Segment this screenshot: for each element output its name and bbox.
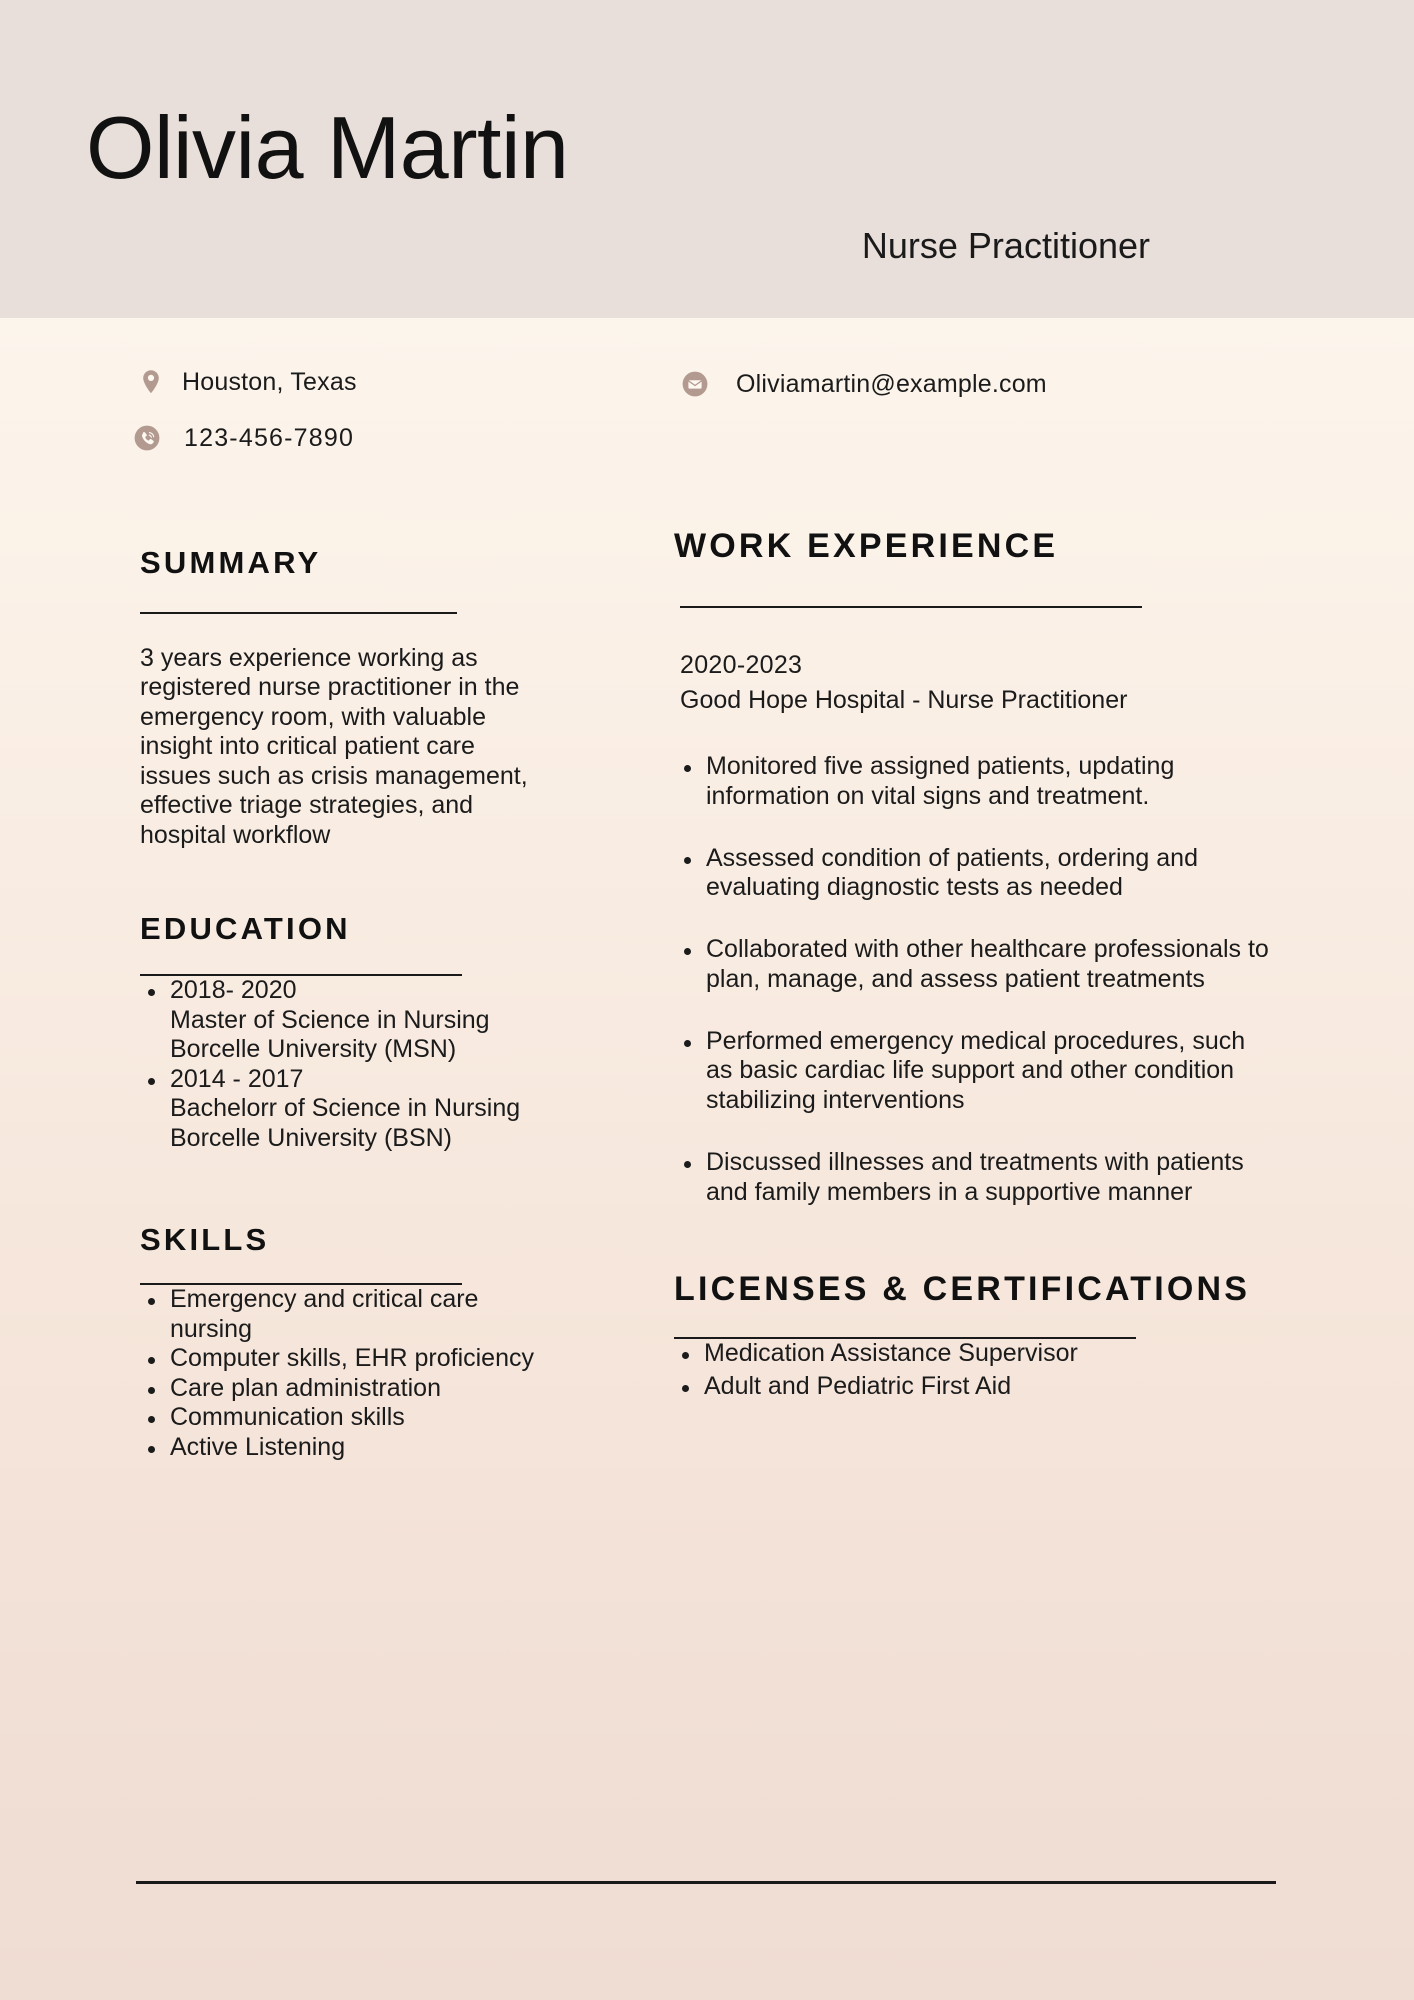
right-column: [674, 500, 1274, 1406]
education-school: Borcelle University (MSN): [170, 1035, 457, 1064]
education-degree: Bachelorr of Science in Nursing: [170, 1094, 521, 1123]
education-dates: 2018- 2020: [170, 976, 297, 1005]
list-item: Medication Assistance Supervisor: [674, 1339, 1274, 1369]
education-degree: Master of Science in Nursing: [170, 1005, 490, 1034]
contact-location[interactable]: [136, 367, 357, 397]
skills-list: [140, 1285, 560, 1462]
work-experience-section: [674, 528, 1274, 1207]
work-experience-list: [674, 752, 1274, 1207]
summary-heading: SUMMARY: [140, 544, 322, 580]
list-item: Discussed illnesses and treatments with patients and family members in a supportive manner: [674, 1148, 1274, 1208]
list-item: Monitored five assigned patients, updating information on vital signs and treatment.: [674, 752, 1274, 812]
contact-email[interactable]: [680, 369, 1047, 399]
envelope-icon: [680, 369, 710, 399]
skills-section: [140, 1223, 560, 1462]
contact-phone[interactable]: [132, 423, 354, 453]
summary-divider: [140, 612, 457, 614]
licenses-certifications-section: [674, 1271, 1274, 1402]
job-employer-role: Good Hope Hospital - Nurse Practitioner: [680, 685, 1128, 714]
skills-heading: SKILLS: [140, 1222, 270, 1258]
list-item: [140, 976, 560, 1065]
education-dates: 2014 - 2017: [170, 1064, 304, 1093]
list-item: Computer skills, EHR proficiency: [140, 1344, 560, 1374]
work-experience-divider: [680, 606, 1142, 608]
job-title-subtitle: Nurse Practitioner: [861, 225, 1150, 266]
summary-section: [140, 546, 560, 851]
list-item: Performed emergency medical procedures, such as basic cardiac life support and other condition stabilizing interventions: [674, 1027, 1274, 1116]
contact-phone-text: 123-456-7890: [184, 423, 355, 452]
contact-location-text: Houston, Texas: [182, 367, 357, 396]
education-heading: EDUCATION: [140, 911, 351, 947]
page-title: Olivia Martin: [86, 98, 569, 197]
left-column: [140, 520, 560, 1462]
map-pin-icon: [136, 367, 166, 397]
list-item: Emergency and critical care nursing: [140, 1285, 560, 1344]
list-item: Communication skills: [140, 1403, 560, 1433]
job-entry: [680, 650, 1274, 717]
list-item: Assessed condition of patients, ordering and evaluating diagnostic tests as needed: [674, 844, 1274, 904]
list-item: Adult and Pediatric First Aid: [674, 1372, 1274, 1402]
licenses-list: [674, 1339, 1274, 1402]
list-item: Collaborated with other healthcare professionals to plan, manage, and assess patient treatments: [674, 935, 1274, 995]
job-dates: 2020-2023: [680, 650, 803, 679]
summary-body-text: 3 years experience working as registered nurse practitioner in the emergency room, with valuable insight into critical patient care issues such as crisis management, effective triage strategies, and hospital workflow: [140, 643, 528, 849]
list-item: Active Listening: [140, 1433, 560, 1463]
footer-divider: [136, 1881, 1276, 1884]
work-experience-heading: WORK EXPERIENCE: [674, 527, 1059, 566]
education-list: [140, 976, 560, 1153]
list-item: Care plan administration: [140, 1374, 560, 1404]
contact-info: [0, 355, 1414, 475]
phone-icon: [132, 423, 162, 453]
education-school: Borcelle University (BSN): [170, 1123, 453, 1152]
licenses-heading: LICENSES & CERTIFICATIONS: [674, 1270, 1251, 1309]
education-section: [140, 912, 560, 1153]
list-item: [140, 1065, 560, 1154]
contact-email-text: Oliviamartin@example.com: [736, 369, 1047, 398]
